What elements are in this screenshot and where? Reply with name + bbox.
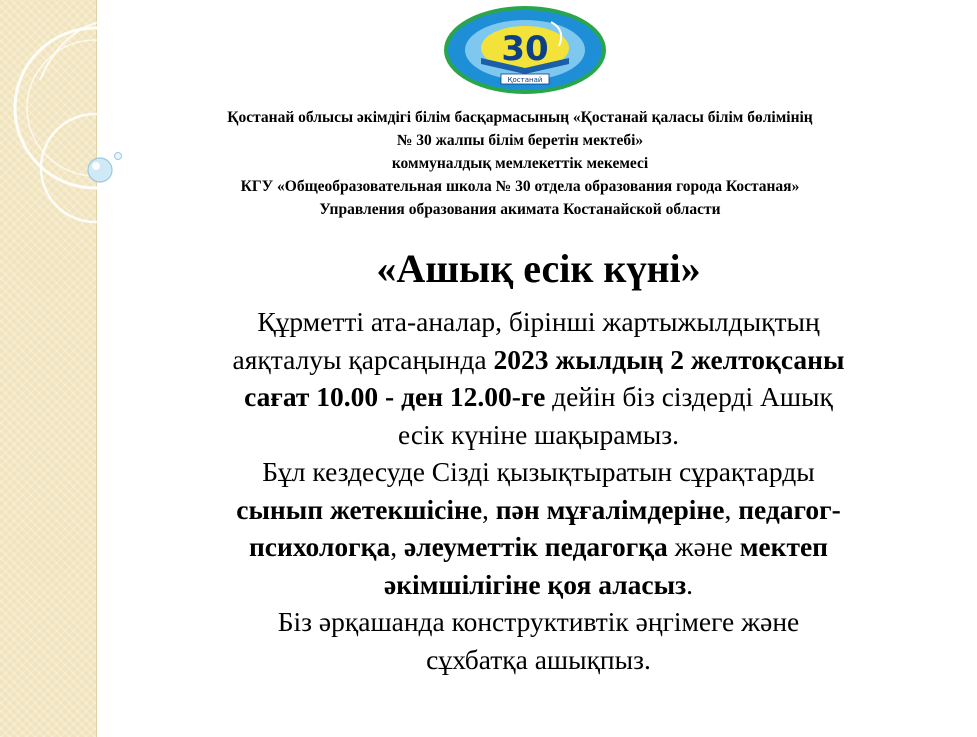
class-teacher-text: сынып жетекшісіне — [236, 493, 483, 525]
psychologist-text-end: психологқа — [248, 531, 391, 562]
body-line-4: есік күніне шақырамыз. — [397, 418, 680, 450]
event-date: 2023 жылдың 2 желтоқсаны — [493, 343, 845, 375]
body-line-7 — [110, 528, 967, 566]
header-line-5: Управления образования акимата Костанайской области — [319, 201, 721, 218]
body-line-2-start: аяқталуы қарсаңында — [232, 343, 494, 375]
body-line-8 — [110, 566, 967, 604]
event-time: сағат 10.00 - ден 12.00-ге — [244, 381, 546, 412]
body-line-6 — [110, 491, 967, 529]
body-line-3-end: дейін біз сіздерді Ашық — [545, 381, 833, 412]
body-line-2 — [110, 341, 967, 379]
body-line-10: сұхбатқа ашықпыз. — [426, 643, 651, 675]
body-line-1: Құрметті ата-аналар, бірінші жартыжылдықтың — [257, 306, 820, 337]
school-admin-text-end: әкімшілігіне қоя аласыз — [384, 568, 687, 600]
comma-3: , — [390, 531, 404, 562]
comma-1: , — [482, 493, 496, 525]
psychologist-text-start: педагог- — [738, 493, 841, 525]
body-line-5: Бұл кездесуде Сізді қызықтыратын сұрақтарды — [262, 456, 815, 487]
header-line-2: № 30 жалпы білім беретін мектебі» — [396, 132, 644, 149]
school-logo — [441, 2, 609, 100]
body-line-9: Біз әрқашанда конструктивтік әңгімеге және — [277, 606, 800, 637]
social-pedagogue-text: әлеуметтік педагогқа — [403, 531, 668, 562]
and-text: және — [667, 531, 740, 562]
body-line-3 — [110, 378, 967, 416]
logo-label: Қостанай — [507, 76, 543, 84]
header-line-3: коммуналдық мемлекеттік мекемесі — [391, 155, 649, 172]
school-admin-text-start: мектеп — [739, 531, 829, 562]
comma-2: , — [724, 493, 739, 525]
invitation-text — [110, 303, 967, 678]
event-title: «Ашық есік күні» — [376, 246, 701, 291]
decorative-side-panel — [0, 0, 97, 737]
school-header — [120, 106, 920, 221]
period: . — [686, 568, 693, 600]
logo-number: 30 — [501, 29, 549, 69]
header-line-1: Қостанай облысы әкімдігі білім басқармасының «Қостанай қаласы білім бөлімінің — [227, 109, 813, 126]
subject-teachers-text: пән мұғалімдеріне — [495, 493, 725, 525]
header-line-4: КГУ «Общеобразовательная школа № 30 отдела образования города Костаная» — [240, 178, 800, 195]
